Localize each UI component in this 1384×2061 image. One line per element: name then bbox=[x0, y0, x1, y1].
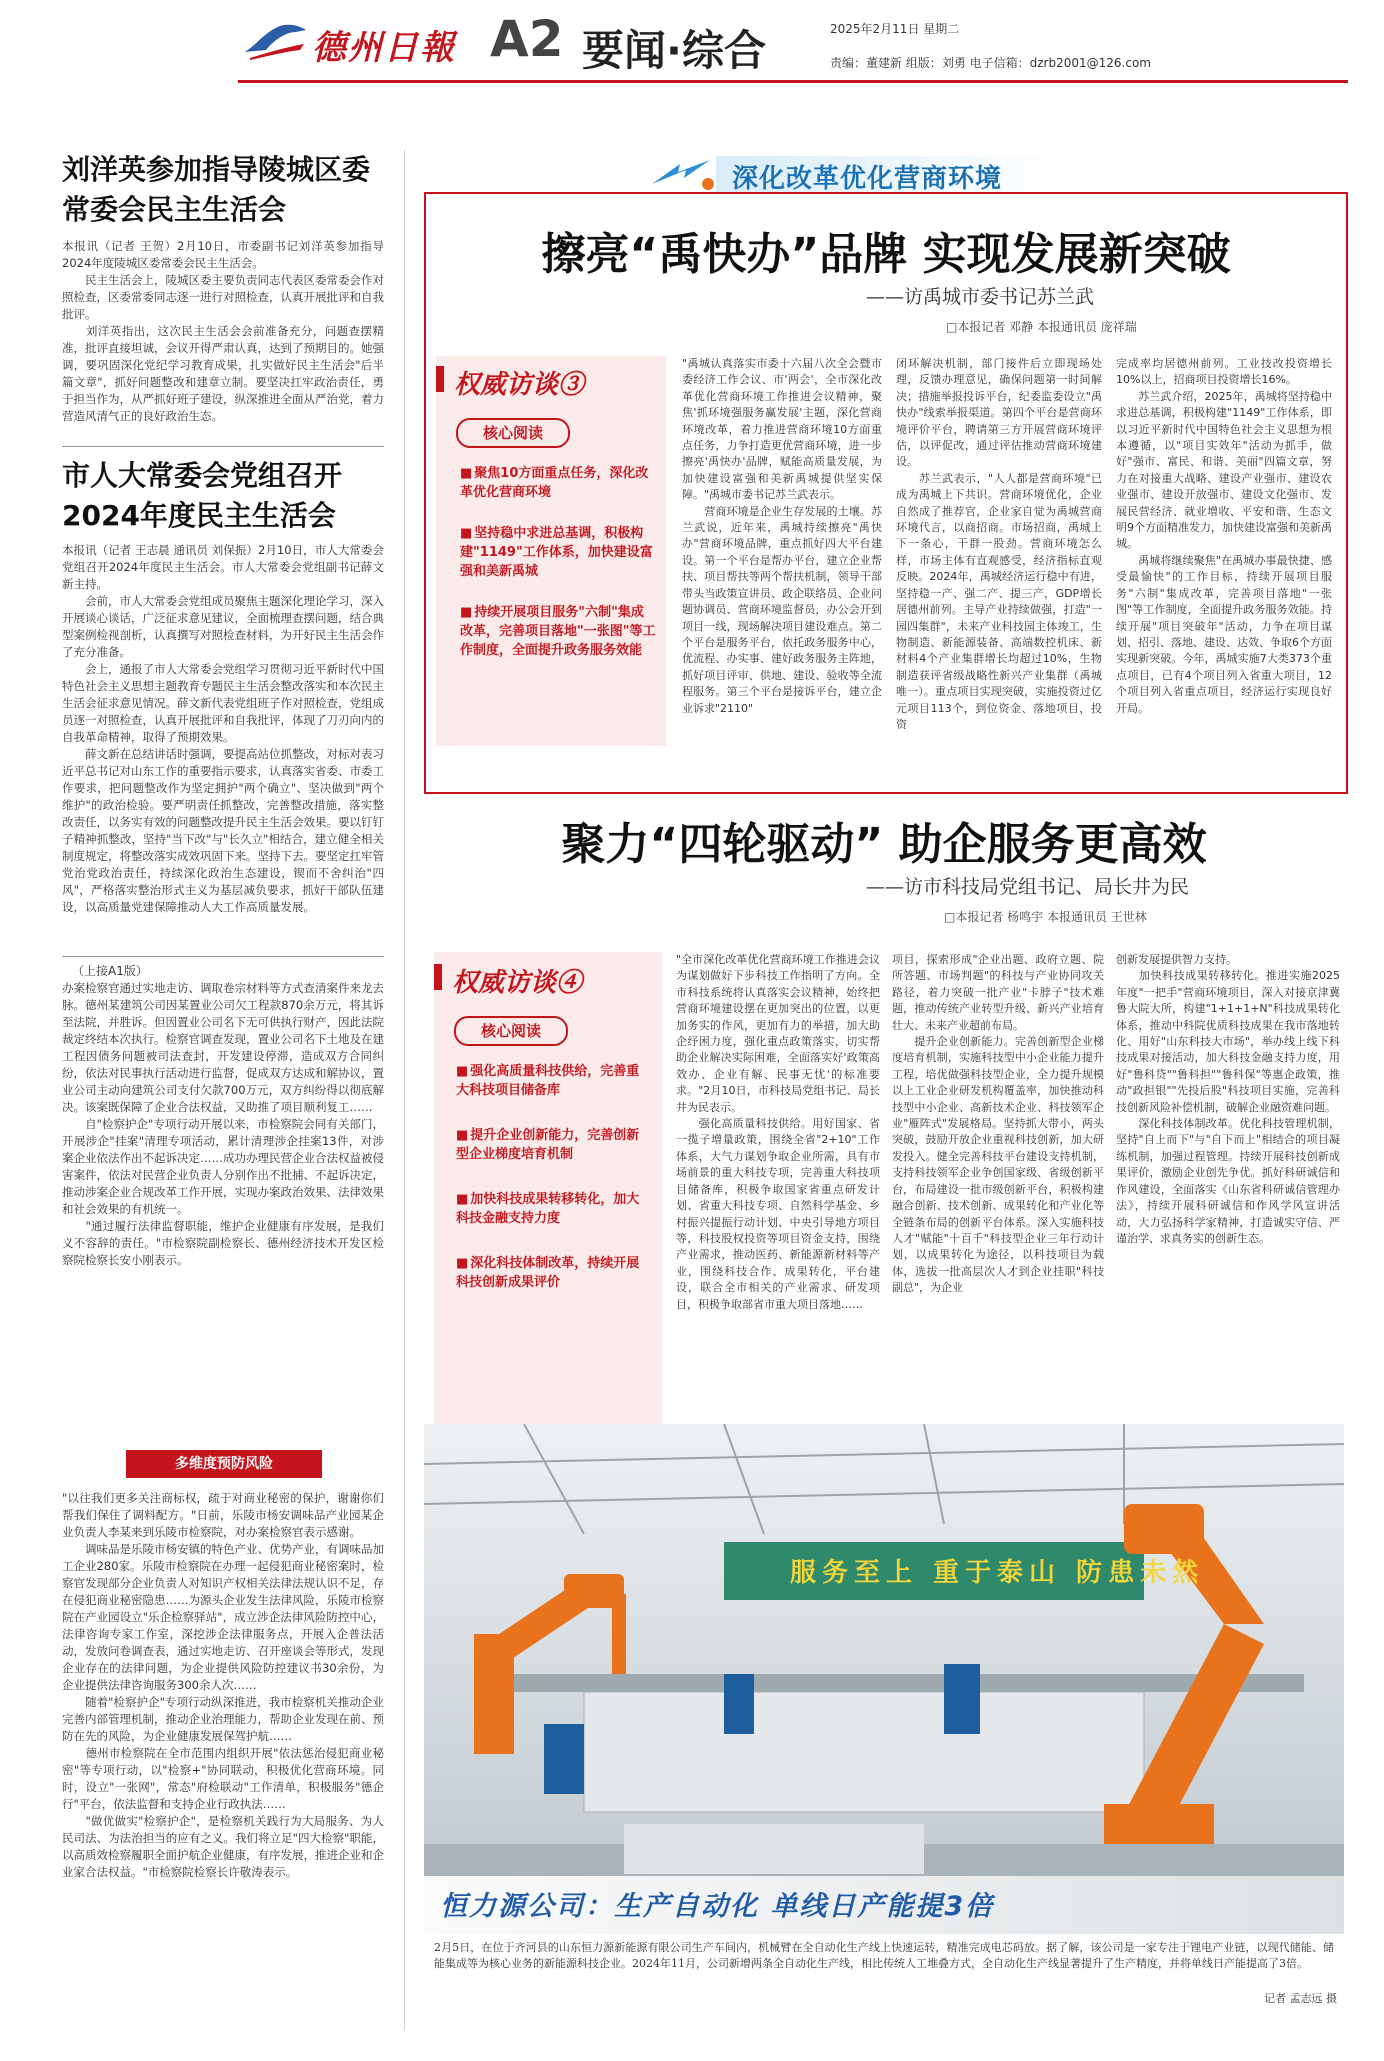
feature-1-column-3: 完成率均居德州前列。工业技改投资增长10%以上，招商项目投资增长16%。 苏兰武介绍，2025年，禹城将坚持稳中求进总基调，积极构建"1149"工作体系，即以习近平新时代中国特色社会主义思想为根本遵循，以"项目实效年"活动为抓手，做好"强市、富民、和谐、美丽"四篇文章，努力在对接重大战略、建设产业强市、建设农业强市、建设开放强市、建设文化强市、发展民营经济、就业增收、平安和谐、生态文明9个方面精准发力，加快建设富强和美新禹城。 禹城将继续聚焦"在禹城办事最快捷、感受最愉快"的工作目标，持续开展项目服务"六制"集成改革，完善项目落地"一张图"等工作制度，全面提升政务服务效能。持续开展"项目突破年"活动，力争在项目谋划、招引、落地、建设、达效、争取6个方面实现新突破。今年，禹城实施7大类373个重点项目，已有4个项目列入省重大项目，12个项目列入省重点项目，经济运行实现良好开局。 bbox=[1116, 357, 1332, 715]
editor-credits: 责编：董建新 组版：刘勇 电子信箱：dzrb2001@126.com bbox=[830, 56, 1151, 70]
left-article-3-body: 办案检察官通过实地走访、调取卷宗材料等方式查清案件来龙去脉。德州某建筑公司因某置业公司欠工程款870余万元，将其诉至法院，并胜诉。但因置业公司名下无可供执行财产，因此法院裁定终结本次执行。检察官调查发现，置业公司名下土地及在建工程因债务问题被司法查封，开发建设停滞，造成双方合同纠纷，依法对民事执行活动进行监督，促成双方达成和解协议，置业公司主动向建筑公司支付欠款700万元，双方纠纷得以彻底解决。该案既保障了企业合法权益，又助推了项目顺利复工…… 自"检察护企"专项行动开展以来，市检察院会同有关部门，开展涉企"挂案"清理专项活动，累计清理涉企挂案13件，对涉案企业依法作出不起诉决定……成功办理民营企业合法权益被侵害案件，依法对民营企业负责人分别作出不批捕、不起诉决定，推动涉案企业合规改革工作开展，实现办案政治效果、法律效果和社会效果的有机统一。 "通过履行法律监督职能，维护企业健康有序发展，是我们义不容辞的责任。"市检察院副检察长、德州经济技术开发区检察院检察长安小刚表示。 bbox=[62, 981, 384, 1267]
key-point-item: ■ 深化科技体制改革，持续开展科技创新成果评价 bbox=[456, 1254, 652, 1292]
key-points-sidebar bbox=[436, 356, 666, 746]
factory-photo bbox=[424, 1424, 1344, 1934]
issue-date: 2025年2月11日 星期二 bbox=[830, 22, 960, 36]
feature-2-subtitle: ——访市科技局党组书记、局长井为民 bbox=[866, 876, 1190, 898]
column-separator bbox=[404, 150, 405, 2030]
key-point-item: ■ 提升企业创新能力，完善创新型企业梯度培育机制 bbox=[456, 1126, 652, 1164]
feature-1-column-1: "禹城认真落实市委十六届八次全会暨市委经济工作会议、市'两会'，全市深化改革优化营商环境工作推进会议精神，聚焦'抓环境强服务赢发展'主题，深化营商环境改革，着力推进营商环境10方面重点任务，力争打造更优营商环境，进一步擦亮'禹快办'品牌，赋能高质量发展，为加快建设富强和美新禹城提供坚实保障。"禹城市委书记苏兰武表示。 营商环境是企业生存发展的土壤。苏兰武说，近年来，禹城持续擦亮"禹快办"营商环境品牌，重点抓好四大平台建设。第一个平台是帮办平台，建立企业帮扶、项目帮扶等两个帮扶机制，领导干部带头当政策宣讲员、政企联络员、企业问题协调员、营商环境监督员，办公会开到项目一线，现场解决项目建设难点。第二个平台是服务平台，依托政务服务中心，优流程、办实事、建好政务服务主阵地，抓好项目评审、供地、建设、验收等全流程服务。第三个平台是接诉平台，建立企业诉求"2110" bbox=[682, 357, 882, 715]
section-title: 要闻·综合 bbox=[582, 26, 766, 75]
masthead-divider bbox=[238, 80, 1348, 83]
sub-heading-badge: 多维度预防风险 bbox=[126, 1450, 322, 1478]
left-headline-2: 市人大常委会党组召开2024年度民主生活会 bbox=[62, 459, 343, 532]
factory-sign: 服务至上 重于泰山 防患未然 bbox=[790, 1558, 1205, 1588]
photo-banner-title: 恒力源公司：生产自动化 单线日产能提3倍 bbox=[440, 1891, 995, 1922]
photo-credit: 记者 孟志远 摄 bbox=[1264, 1992, 1337, 2005]
feature-2-column-3: 创新发展提供智力支持。 加快科技成果转移转化。推进实施2025年度"一把手"营商环境项目，深入对接京津冀鲁大院大所，构建"1+1+1+N"科技成果转化体系，推动中科院优质科技成果在我市落地转化、用好"山东科技大市场"，举办线上线下科技成果对接活动，加大科技金融支持力度，用好"鲁科贷""鲁科担""鲁科保"等惠企政策，推动"政担银""先投后股"科技项目实施，完善科技创新风险补偿机制，破解企业融资难问题。 深化科技体制改革。优化科技管理机制，坚持"自上而下"与"自下而上"相结合的项目凝练机制，加强过程管理。持续开展科技创新成果评价，激励企业创先争优。抓好科研诚信和作风建设，全面落实《山东省科研诚信管理办法》，持续开展科研诚信和作风学风宣讲活动，大力弘扬科学家精神，打造诚实守信、严谨治学、求真务实的创新生态。 bbox=[1116, 953, 1340, 1245]
column-divider bbox=[62, 446, 384, 447]
feature-1-column-2: 闭环解决机制，部门接件后立即现场处理，反馈办理意见，确保问题第一时间解决；措施举报投诉平台，纪委监委设立"禹快办"线索举报渠道。第四个平台是营商环境评价平台，聘请第三方开展营商环境评估，以评促改，通过评估推动营商环境建设。 苏兰武表示，"人人都是营商环境"已成为禹城上下共识。营商环境优化，企业自然成了推荐官，企业家自觉为禹城营商环境代言，以商招商。市场招商，禹城上下一条心，干群一股劲。营商环境怎么样，市场主体有直观感受，经济指标直观反映。2024年，禹城经济运行稳中有进，坚持稳一产、强二产、提三产，GDP增长居德州前列。主导产业持续做强，打造"一园四集群"，未来产业科技园主体竣工，生物制造、新能源装备、高端数控机床、新材料4个产业集群增长均超过10%，生物制造获评省级战略性新兴产业集群（禹城唯一）。重点项目实现突破，实施投资过亿元项目113个，到位资金、落地项目，投资 bbox=[896, 357, 1102, 731]
continued-label: （上接A1版） bbox=[72, 964, 148, 978]
feature-1-byline: □本报记者 邓静 本报通讯员 庞祥瑞 bbox=[946, 320, 1137, 334]
key-point-item: ■ 强化高质量科技供给，完善重大科技项目储备库 bbox=[456, 1062, 652, 1100]
key-points-sidebar bbox=[434, 952, 662, 1432]
left-article-2-body: 本报讯（记者 王志晨 通讯员 刘保振）2月10日，市人大常委会党组召开2024年度民主生活会。市人大常委会党组副书记薛文新主持。 会前，市人大常委会党组成员聚焦主题深化理论学习，深入开展谈心谈话，广泛征求意见建议，全面梳理查摆问题，结合典型案例检视剖析，认真撰写对照检查材料，为开好民主生活会作了充分准备。 会上，通报了市人大常委会党组学习贯彻习近平新时代中国特色社会主义思想主题教育专题民主生活会整改落实和本次民主生活会征求意见情况。薛文新代表党组班子作对照检查，党组成员逐一对照检查，认真开展批评和自我批评，体现了刀刃向内的自我革命精神，取得了预期效果。 薛文新在总结讲话时强调，要提高站位抓整改，对标对表习近平总书记对山东工作的重要指示要求，认真落实省委、市委工作要求，把问题整改作为坚定拥护"两个确立"、坚决做到"两个维护"的政治检验。要严明责任抓整改，完善整改措施，落实整改责任，以务实有效的问题整改提升民主生活会效果。要以钉钉子精神抓整改，坚持"当下改"与"长久立"相结合，建立健全相关制度规定，将整改落实成效巩固下来。坚持下去。要坚定扛牢管党治党政治责任，持续深化政治生态建设，锲而不舍纠治"四风"，严格落实整治形式主义为基层减负要求，抓好干部队伍建设，以高质量党建保障推动人大工作高质量发展。 bbox=[62, 543, 384, 914]
feature-2-headline: 聚力“四轮驱动” 助企服务更高效 bbox=[561, 819, 1207, 870]
core-reading-tag: 核心阅读 bbox=[456, 418, 570, 448]
factory-photo-illustration bbox=[424, 1424, 1344, 1934]
photo-caption: 2月5日，在位于齐河县的山东恒力源新能源有限公司生产车间内，机械臂在全自动化生产线上快速运转，精准完成电芯码放。据了解，该公司是一家专注于锂电产业链，以现代储能、储能集成等为核心业务的新能源科技企业。2024年11月，公司新增两条全自动化生产线，相比传统人工堆叠方式，全自动化生产线显著提升了生产精度，并将单线日产能提高了3倍。 bbox=[434, 1941, 1334, 1970]
left-headline-1: 刘洋英参加指导陵城区委常委会民主生活会 bbox=[62, 153, 371, 226]
feature-1-subtitle: ——访禹城市委书记苏兰武 bbox=[866, 286, 1095, 308]
page-number: A2 bbox=[490, 10, 564, 68]
column-title: 权威访谈③ bbox=[454, 370, 585, 400]
masthead bbox=[0, 0, 1384, 90]
key-point-item: ■ 持续开展项目服务"六制"集成改革，完善项目落地"一张图"等工作制度，全面提升政务服务效能 bbox=[460, 603, 656, 660]
feature-2-column-2: 项目，探索形成"企业出题、政府立题、院所答题、市场判题"的科技与产业协同攻关路径，着力突破一批产业"卡脖子"技术难题，推动传统产业转型升级、新兴产业培育壮大、未来产业超前布局。 提升企业创新能力。完善创新型企业梯度培育机制，实施科技型中小企业能力提升工程，培优做强科技型企业，全力提升规模以上工业企业研发机构覆盖率，加快推动科技型中小企业、高新技术企业、科技领军企业"雁阵式"发展格局。坚持抓大带小，两头突破，鼓励开放企业重视科技创新，加大研发投入。健全完善科技平台建设支持机制，支持科技领军企业争创国家级、省级创新平台，布局建设一批市级创新平台，积极构建融合创新、技术创新、成果转化和产业化等全链条布局的创新平台体系。深入实施科技人才"赋能"十百千"科技型企业三年行动计划，以成果转化为途径，以科技项目为载体，选拔一批高层次人才到企业挂职"科技副总"，为企业 bbox=[892, 953, 1104, 1295]
column-title: 权威访谈④ bbox=[452, 968, 583, 998]
arrow-decoration-icon bbox=[650, 154, 720, 194]
key-point-item: ■ 坚持稳中求进总基调，积极构建"1149"工作体系，加快建设富强和美新禹城 bbox=[460, 524, 656, 581]
newspaper-logo-icon bbox=[240, 18, 310, 62]
feature-1-headline: 擦亮“禹快办”品牌 实现发展新突破 bbox=[541, 229, 1231, 280]
left-article-3b-body: "以往我们更多关注商标权，疏于对商业秘密的保护，谢谢你们帮我们保住了调料配方。"日前，乐陵市杨安调味品产业园某企业负责人李某来到乐陵市检察院，对办案检察官表示感谢。 调味品是乐陵市杨安镇的特色产业、优势产业，有调味品加工企业280家。乐陵市检察院在办理一起侵犯商业秘密案时，检察官发现部分企业负责人对知识产权相关法律法规认识不足，存在侵犯商业秘密隐患……为源头企业发生法律风险，乐陵市检察院在产业园设立"乐企检察驿站"，成立涉企法律风险防控中心，法律咨询专家工作室，深挖涉企法律服务点，开展入企普法活动，发放问卷调查表，通过实地走访、召开座谈会等形式，发现企业存在的法律问题，为企业提供风险防控建议书30余份，为企业提供法律咨询服务300余人次…… 随着"检察护企"专项行动纵深推进，我市检察机关推动企业完善内部管理机制，推动企业治理能力，帮助企业发现在前、预防在先的风险，为企业健康发展保驾护航…… 德州市检察院在全市范围内组织开展"依法惩治侵犯商业秘密"等专项行动，以"检察+"协同联动，积极优化营商环境。同时，设立"一张网"，常态"府检联动"工作清单，积极服务"德企行"平台，依法监督和支持企业行政执法…… "做优做实"检察护企"，是检察机关践行为大局服务、为人民司法、为法治担当的应有之义。我们将立足"四大检察"职能，以高质效检察履职全面护航企业健康，有序发展，推进企业和企业家合法权益。"市检察院检察长许敬涛表示。 bbox=[62, 1491, 384, 1879]
feature-2-byline: □本报记者 杨鸣宇 本报通讯员 王世林 bbox=[944, 910, 1147, 924]
core-reading-tag: 核心阅读 bbox=[454, 1016, 568, 1046]
left-article-1-body: 本报讯（记者 王贺）2月10日，市委副书记刘洋英参加指导2024年度陵城区委常委会民主生活会。 民主生活会上，陵城区委主要负责同志代表区委常委会作对照检查，区委常委同志逐一进行对照检查，认真开展批评和自我批评。 刘洋英指出，这次民主生活会会前准备充分，问题查摆精准，批评直接坦诚，会议开得严肃认真，达到了预期目的。她强调，要巩固深化党纪学习教育成果，扎实做好民主生活会"后半篇文章"，抓好问题整改和建章立制。要坚决扛牢政治责任，勇于担当作为，从严抓好班子建设，纵深推进全面从严治党，着力营造风清气正的良好政治生态。 bbox=[62, 239, 384, 423]
feature-article-1 bbox=[424, 192, 1348, 794]
key-point-item: ■ 加快科技成果转移转化，加大科技金融支持力度 bbox=[456, 1190, 652, 1228]
theme-banner-text: 深化改革优化营商环境 bbox=[732, 164, 1003, 194]
column-divider bbox=[62, 956, 384, 957]
key-point-item: ■ 聚焦10方面重点任务，深化改革优化营商环境 bbox=[460, 464, 656, 502]
newspaper-name: 德州日報 bbox=[312, 28, 456, 68]
feature-2-column-1: "全市深化改革优化营商环境工作推进会议为谋划做好下步科技工作指明了方向。全市科技系统将认真落实会议精神，始终把营商环境建设摆在更加突出的位置，以更加务实的作风，更加有力的举措，加大助企纾困力度，强化重点政策落实，切实帮助企业解决实际困难，全面落实好'政策高效办、企业有解、民事无忧'的标准要求。"2月10日，市科技局党组书记、局长井为民表示。 强化高质量科技供给。用好国家、省一揽子增量政策，围绕全省"2+10"工作体系，大气力谋划争取企业所需，具有市场前景的重大科技专项，完善重大科技项目储备库，积极争取国家省重点研发计划、省重大科技专项、自然科学基金、乡村振兴提振行动计划、中央引导地方项目等，科技股权投资等项目资金支持，围绕产业需求，推动医药、新能源新材料等产业，围绕科技合作、成果转化，平台建设，联合全市相关的产业需求、研发项目，积极争取部省市重大项目落地…… bbox=[676, 953, 880, 1311]
